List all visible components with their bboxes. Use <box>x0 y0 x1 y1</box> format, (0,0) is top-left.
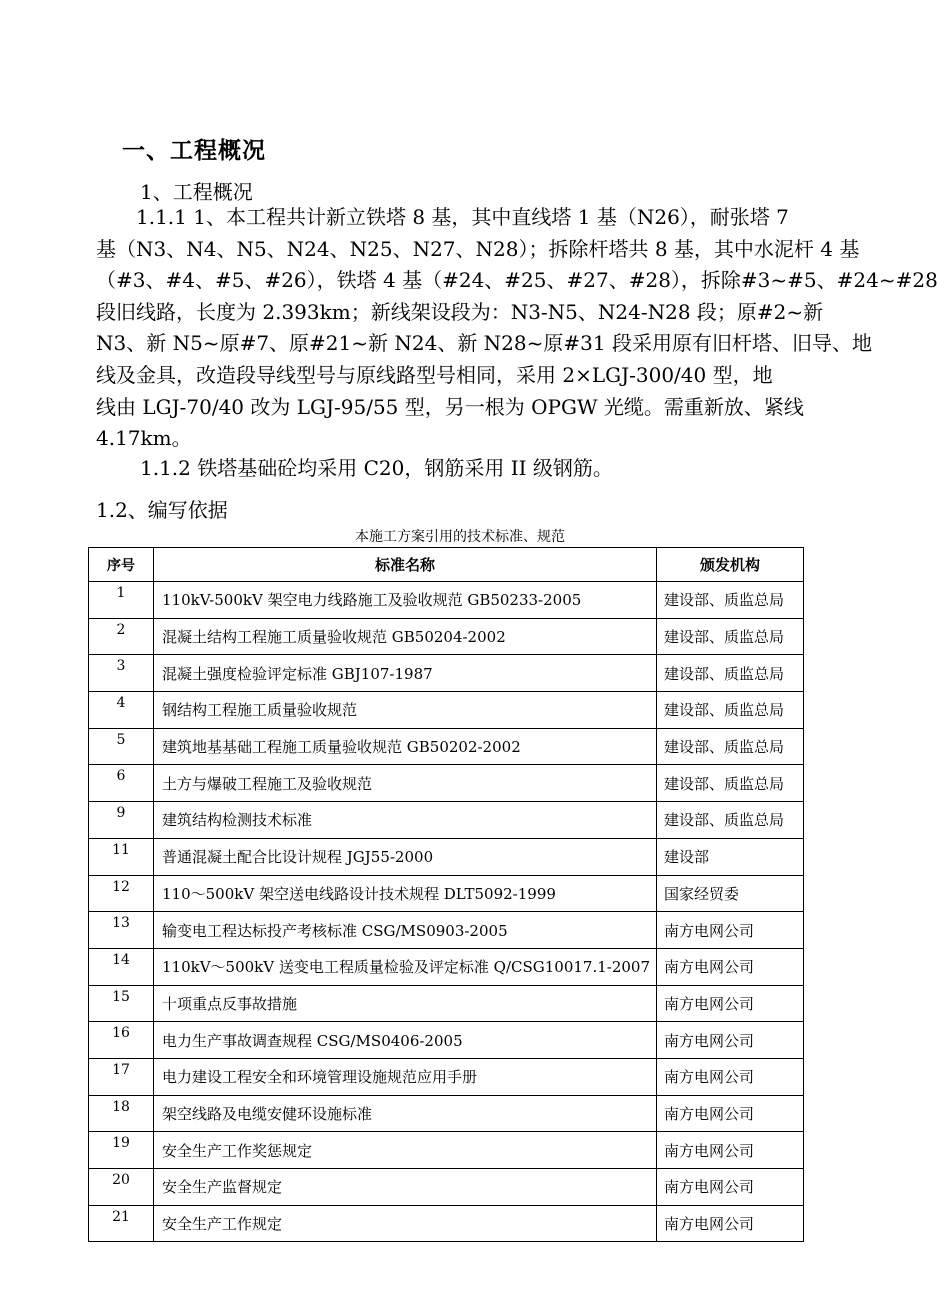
table-row <box>89 582 804 619</box>
standard-name: 电力生产事故调查规程 CSG/MS0406-2005 <box>154 1022 657 1059</box>
issuing-authority: 南方电网公司 <box>657 1058 804 1095</box>
row-number: 1 <box>89 582 154 619</box>
standard-name: 建筑结构检测技术标准 <box>154 802 657 839</box>
issuing-authority: 建设部、质监总局 <box>657 618 804 655</box>
paragraph-line: （#3、#4、#5、#26），铁塔 4 基（#24、#25、#27、#28），拆除#3~#5、#24~#28 <box>96 268 938 293</box>
paragraph-line: 4.17km。 <box>96 426 192 451</box>
issuing-authority: 建设部、质监总局 <box>657 728 804 765</box>
issuing-authority: 南方电网公司 <box>657 948 804 985</box>
paragraph-line: 线由 LGJ-70/40 改为 LGJ-95/55 型，另一根为 OPGW 光缆。需重新放、紧线 <box>96 394 804 419</box>
table-row <box>89 1095 804 1132</box>
row-number: 14 <box>89 948 154 985</box>
standard-name: 混凝土结构工程施工质量验收规范 GB50204-2002 <box>154 618 657 655</box>
row-number: 17 <box>89 1058 154 1095</box>
row-number: 18 <box>89 1095 154 1132</box>
table-row <box>89 985 804 1022</box>
paragraph-line: N3、新 N5~原#7、原#21~新 N24、新 N28~原#31 段采用原有旧杆塔、旧导、地 <box>96 331 872 356</box>
table-row <box>89 728 804 765</box>
row-number: 5 <box>89 728 154 765</box>
row-number: 12 <box>89 875 154 912</box>
issuing-authority: 南方电网公司 <box>657 1205 804 1242</box>
basis-heading: 1.2、编写依据 <box>96 498 228 522</box>
paragraph-line: 段旧线路，长度为 2.393km；新线架设段为：N3-N5、N24-N28 段；原#2~新 <box>96 299 824 324</box>
issuing-authority: 建设部、质监总局 <box>657 802 804 839</box>
table-row <box>89 1058 804 1095</box>
table-row <box>89 1022 804 1059</box>
issuing-authority: 南方电网公司 <box>657 985 804 1022</box>
standard-name: 电力建设工程安全和环境管理设施规范应用手册 <box>154 1058 657 1095</box>
standard-name: 钢结构工程施工质量验收规范 <box>154 692 657 729</box>
issuing-authority: 建设部、质监总局 <box>657 765 804 802</box>
table-row <box>89 1169 804 1206</box>
table-row <box>89 618 804 655</box>
row-number: 13 <box>89 912 154 949</box>
row-number: 19 <box>89 1132 154 1169</box>
issuing-authority: 南方电网公司 <box>657 1132 804 1169</box>
standard-name: 110～500kV 架空送电线路设计技术规程 DLT5092-1999 <box>154 875 657 912</box>
table-row <box>89 1132 804 1169</box>
standard-name: 建筑地基基础工程施工质量验收规范 GB50202-2002 <box>154 728 657 765</box>
standard-name: 输变电工程达标投产考核标准 CSG/MS0903-2005 <box>154 912 657 949</box>
table-row <box>89 875 804 912</box>
row-number: 15 <box>89 985 154 1022</box>
row-number: 2 <box>89 618 154 655</box>
issuing-authority: 建设部、质监总局 <box>657 582 804 619</box>
row-number: 21 <box>89 1205 154 1242</box>
table-row <box>89 912 804 949</box>
header-org: 颁发机构 <box>657 548 804 582</box>
standard-name: 安全生产工作奖惩规定 <box>154 1132 657 1169</box>
header-no: 序号 <box>89 548 154 582</box>
standard-name: 安全生产监督规定 <box>154 1169 657 1206</box>
issuing-authority: 南方电网公司 <box>657 1169 804 1206</box>
table-header-row <box>89 548 804 582</box>
row-number: 3 <box>89 655 154 692</box>
issuing-authority: 南方电网公司 <box>657 1095 804 1132</box>
standard-name: 110kV-500kV 架空电力线路施工及验收规范 GB50233-2005 <box>154 582 657 619</box>
issuing-authority: 建设部、质监总局 <box>657 655 804 692</box>
row-number: 11 <box>89 838 154 875</box>
issuing-authority: 国家经贸委 <box>657 875 804 912</box>
subsection-heading: 1、工程概况 <box>140 180 253 204</box>
table-row <box>89 838 804 875</box>
standard-name: 安全生产工作规定 <box>154 1205 657 1242</box>
row-number: 16 <box>89 1022 154 1059</box>
issuing-authority: 建设部 <box>657 838 804 875</box>
row-number: 20 <box>89 1169 154 1206</box>
row-number: 4 <box>89 692 154 729</box>
foundation-paragraph: 1.1.2 铁塔基础砼均采用 C20，钢筋采用 II 级钢筋。 <box>140 456 613 480</box>
overview-paragraph <box>96 202 938 455</box>
issuing-authority: 建设部、质监总局 <box>657 692 804 729</box>
standard-name: 十项重点反事故措施 <box>154 985 657 1022</box>
standard-name: 架空线路及电缆安健环设施标准 <box>154 1095 657 1132</box>
standard-name: 110kV～500kV 送变电工程质量检验及评定标准 Q/CSG10017.1-2007 <box>154 948 657 985</box>
section-heading: 一、工程概况 <box>122 138 266 164</box>
table-row <box>89 765 804 802</box>
header-name: 标准名称 <box>154 548 657 582</box>
table-caption: 本施工方案引用的技术标准、规范 <box>355 529 565 545</box>
paragraph-line: 线及金具，改造段导线型号与原线路型号相同，采用 2×LGJ-300/40 型，地 <box>96 362 773 387</box>
standard-name: 混凝土强度检验评定标准 GBJ107-1987 <box>154 655 657 692</box>
standard-name: 普通混凝土配合比设计规程 JGJ55-2000 <box>154 838 657 875</box>
table-body <box>89 582 804 1242</box>
issuing-authority: 南方电网公司 <box>657 1022 804 1059</box>
paragraph-line: 基（N3、N4、N5、N24、N25、N27、N28）；拆除杆塔共 8 基，其中水泥杆 4 基 <box>96 236 860 261</box>
paragraph-line: 1.1.1 1、本工程共计新立铁塔 8 基，其中直线塔 1 基（N26），耐张塔 7 <box>96 205 789 229</box>
table-row <box>89 802 804 839</box>
standards-table <box>88 547 804 1242</box>
table-row <box>89 692 804 729</box>
row-number: 6 <box>89 765 154 802</box>
issuing-authority: 南方电网公司 <box>657 912 804 949</box>
table-row <box>89 948 804 985</box>
standard-name: 土方与爆破工程施工及验收规范 <box>154 765 657 802</box>
row-number: 9 <box>89 802 154 839</box>
table-row <box>89 1205 804 1242</box>
table-row <box>89 655 804 692</box>
